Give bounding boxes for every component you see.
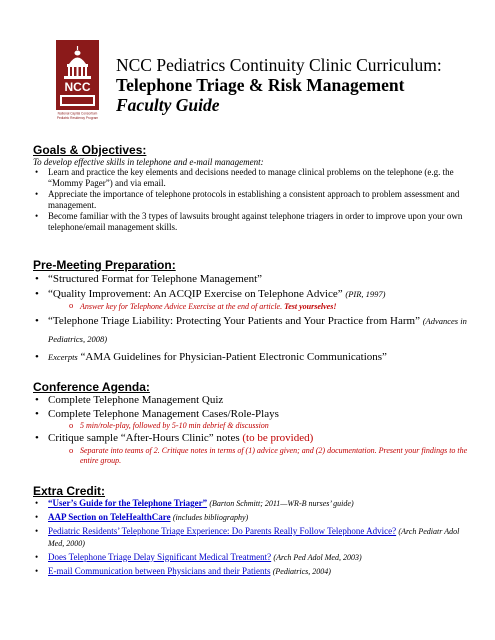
prep-item — [33, 350, 473, 364]
extra-link[interactable]: E-mail Communication between Physicians and their Patients — [48, 565, 271, 576]
extra-heading: Extra Credit: — [33, 484, 106, 498]
agenda-item-note: (to be provided) — [242, 431, 314, 444]
extra-item — [33, 512, 473, 524]
logo-caption-2: Pediatric Residency Program — [56, 116, 99, 120]
goals-heading: Goals & Objectives: — [33, 143, 147, 157]
agenda-item-title: Critique sample “After-Hours Clinic” notes — [48, 431, 240, 444]
agenda-subitem: o 5 min/role-play, followed by 5-10 min debrief & discussion — [33, 421, 473, 432]
goal-item: • Become familiar with the 3 types of lawsuits brought against telephone triagers in order to improve upon your own telephone/email management skills. — [33, 211, 473, 232]
goals-intro: To develop effective skills in telephone and e-mail management: — [33, 157, 264, 167]
extra-citation: (Barton Schmitt; 2011—WR-B nurses’ guide) — [209, 499, 354, 508]
logo-name: NCC — [64, 80, 91, 94]
prep-list — [33, 272, 473, 365]
extra-item — [33, 498, 473, 510]
prep-item — [33, 287, 473, 301]
agenda-section — [33, 380, 473, 467]
header-topic: Telephone Triage & Risk Management — [116, 75, 405, 95]
prep-subitem — [33, 301, 473, 312]
document-header — [116, 56, 486, 115]
extra-item — [33, 552, 473, 564]
extra-citation: (Arch Pediatr Adol Med, 2000) — [48, 527, 460, 548]
extra-item — [33, 566, 473, 578]
agenda-subitem: o Separate into teams of 2. Critique notes in terms of (1) advice given; and (2) documentation. Present your findings to the entire group. — [33, 446, 473, 468]
extra-list — [33, 498, 473, 577]
logo-caption-1: National Capital Consortium — [57, 111, 98, 116]
extra-citation: (Pediatrics, 2004) — [272, 566, 331, 576]
prep-item-title: “Quality Improvement: An ACQIP Exercise on Telephone Advice” — [48, 287, 343, 300]
extra-item — [33, 526, 473, 549]
header-guide: Faculty Guide — [116, 95, 220, 115]
goal-item: • Appreciate the importance of telephone protocols in establishing a consistent approach to problem assessment and management. — [33, 189, 473, 210]
extra-link[interactable]: AAP Section on TeleHealthCare — [48, 512, 171, 522]
agenda-heading: Conference Agenda: — [33, 380, 150, 394]
header-curriculum: NCC Pediatrics Continuity Clinic Curriculum: — [116, 55, 442, 75]
extra-citation: (includes bibliography) — [172, 513, 249, 522]
extra-citation: (Arch Ped Adol Med, 2003) — [273, 552, 362, 562]
prep-subitem-emphasis: Test yourselves! — [284, 302, 337, 312]
agenda-item: • Complete Telephone Management Quiz — [33, 394, 473, 408]
prep-item-title: “AMA Guidelines for Physician-Patient Electronic Communications” — [80, 351, 387, 364]
goals-section — [33, 143, 473, 233]
goals-list — [33, 167, 473, 232]
prep-subitem-text: Answer key for Telephone Advice Exercise at the end of article. — [80, 302, 283, 312]
prep-item-citation: (Advances in Pediatrics, 2008) — [48, 316, 467, 345]
prep-item-title: “Telephone Triage Liability: Protecting Your Patients and Your Practice from Harm” — [48, 315, 420, 328]
extra-link[interactable]: “User’s Guide for the Telephone Triager” — [48, 498, 208, 508]
agenda-list — [33, 394, 473, 467]
extra-link[interactable]: Does Telephone Triage Delay Significant Medical Treatment? — [48, 551, 272, 562]
extra-link[interactable]: Pediatric Residents’ Telephone Triage Experience: Do Parents Really Follow Telephone Advice? — [48, 526, 397, 536]
ncc-logo — [56, 40, 99, 122]
extra-section — [33, 484, 473, 580]
prep-item-title: “Structured Format for Telephone Management” — [48, 273, 263, 285]
agenda-item — [33, 432, 473, 446]
prep-item-citation: (PIR, 1997) — [345, 288, 386, 299]
prep-item — [33, 272, 473, 286]
prep-heading: Pre-Meeting Preparation: — [33, 258, 176, 272]
prep-item-prefix: Excerpts — [48, 352, 78, 363]
goal-item: • Learn and practice the key elements and decisions needed to manage clinical problems on the telephone (e.g. the “Mommy Pager”) and via email. — [33, 167, 473, 188]
prep-section — [33, 258, 473, 365]
prep-item — [33, 312, 473, 348]
agenda-item: • Complete Telephone Management Cases/Role-Plays — [33, 408, 473, 422]
